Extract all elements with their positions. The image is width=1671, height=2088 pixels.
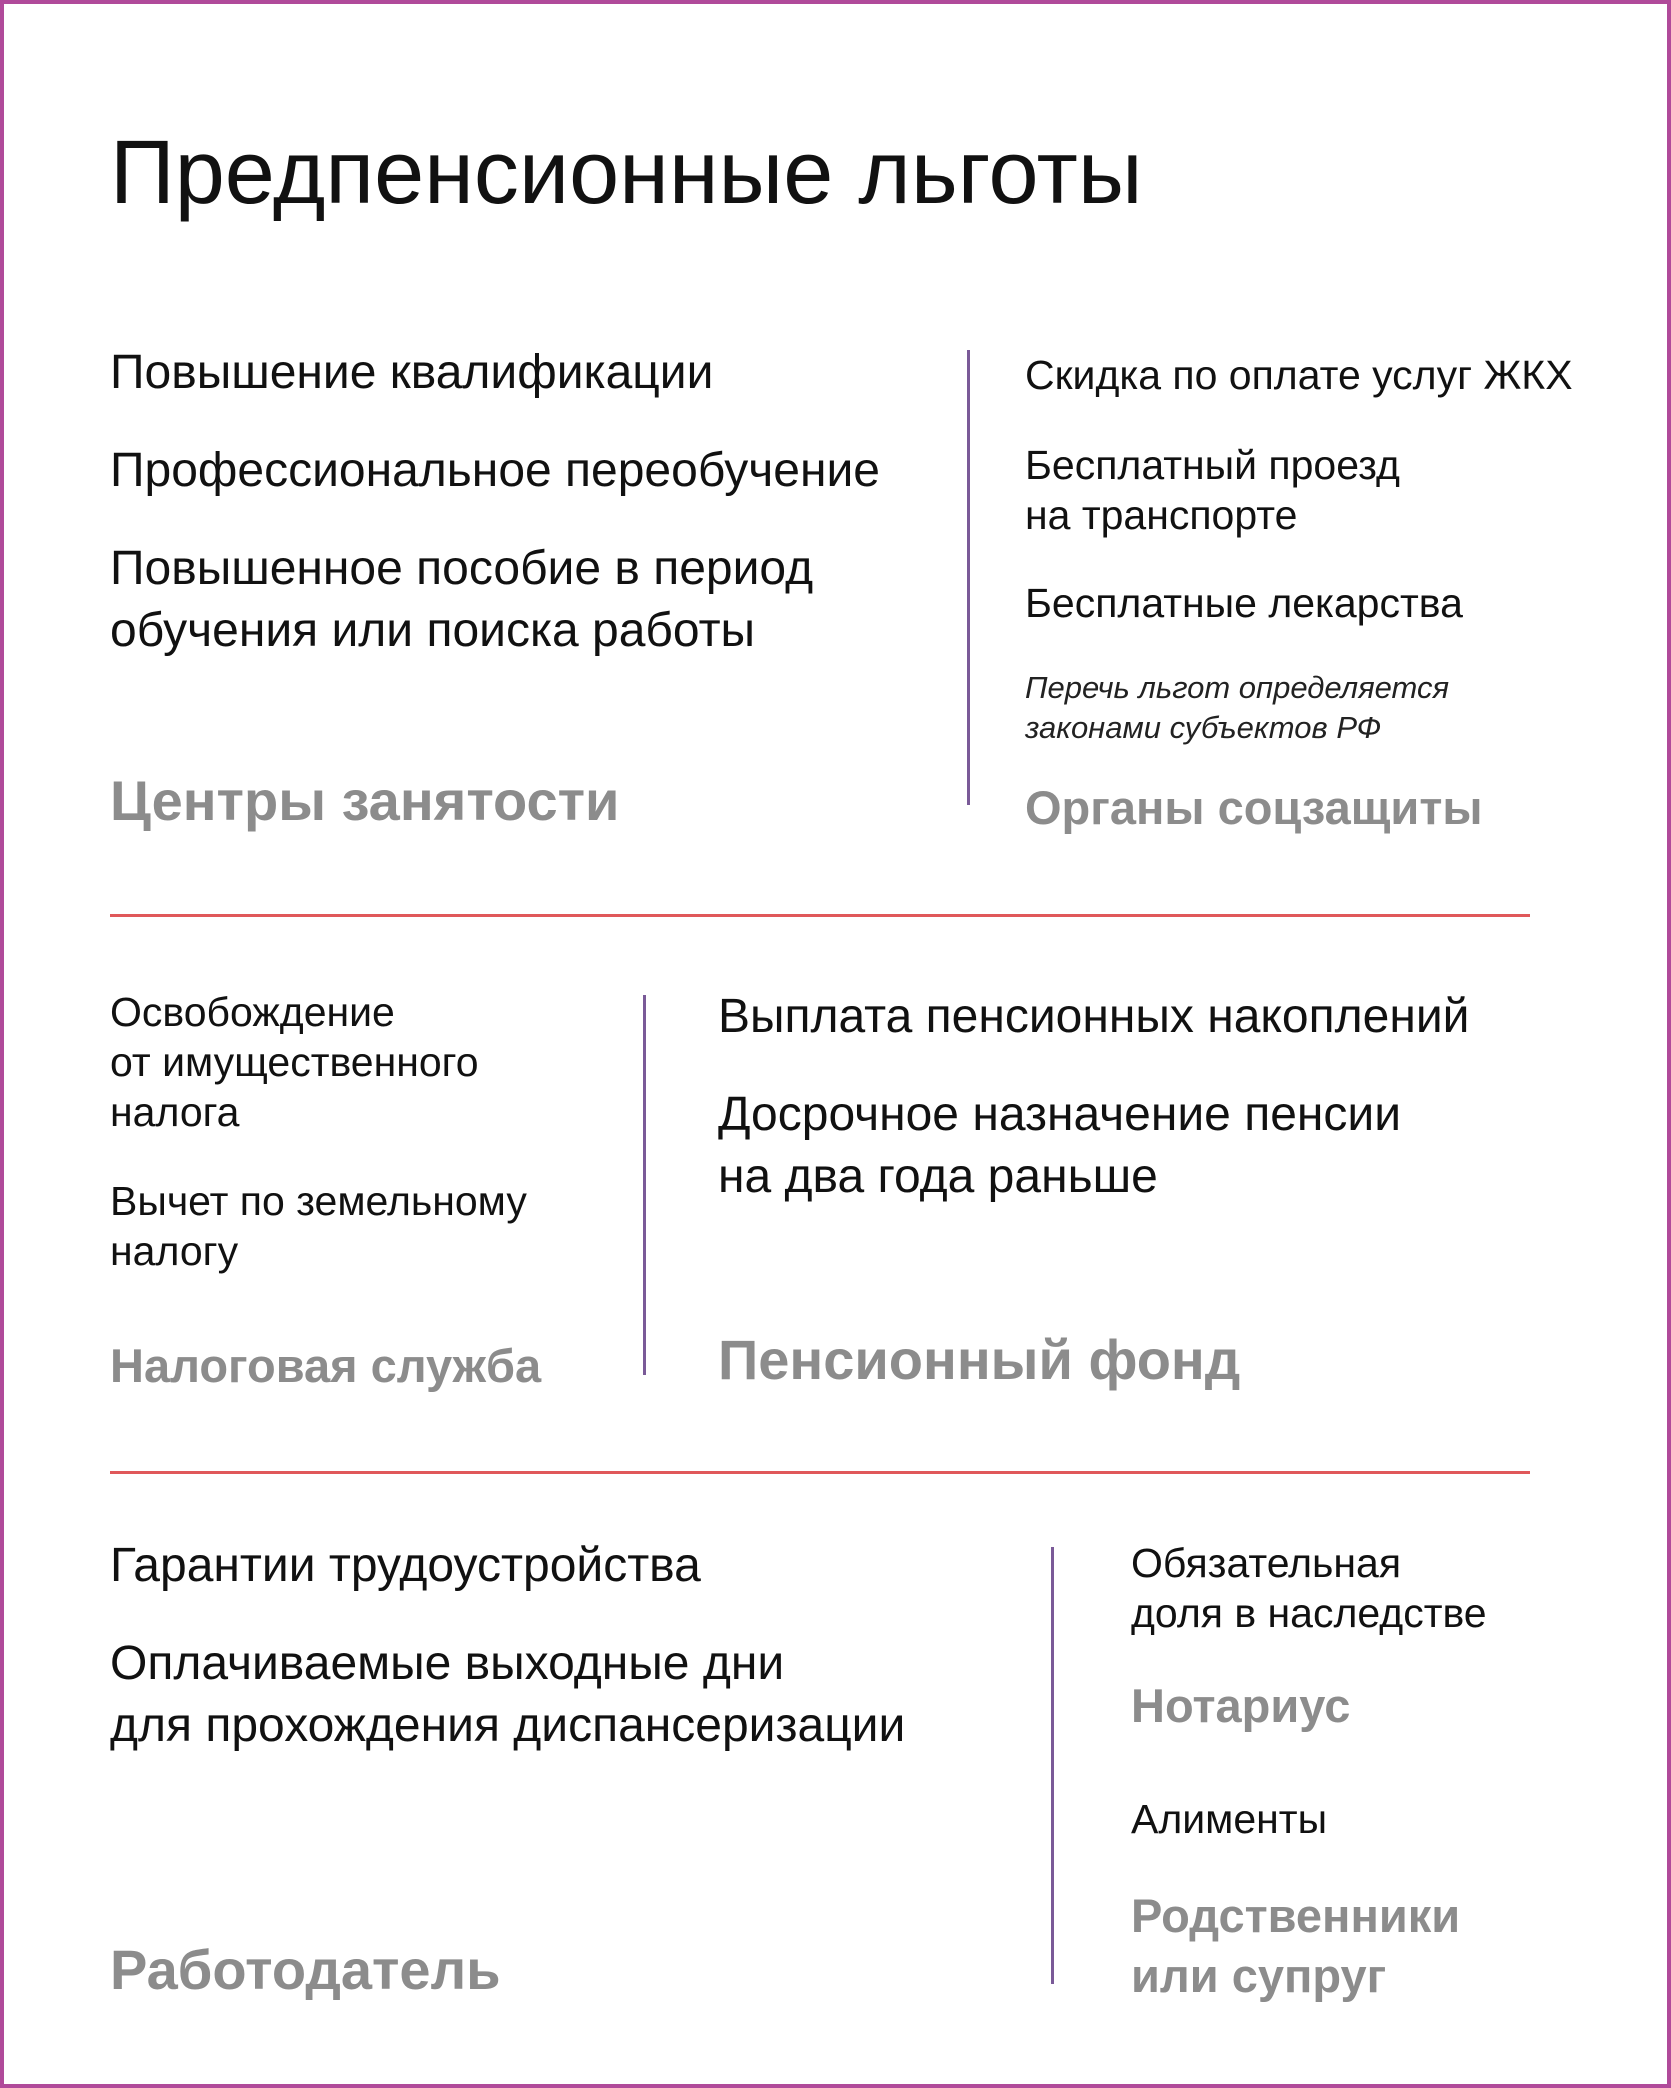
- benefit-item: Выплата пенсионных накоплений: [718, 990, 1470, 1043]
- benefit-item: Оплачиваемые выходные дни для прохождения диспансеризации: [110, 1637, 906, 1752]
- agency-label: Центры занятости: [110, 769, 620, 832]
- agency-label: Органы соцзащиты: [1025, 781, 1483, 834]
- agency-label: Родственники или супруг: [1131, 1889, 1461, 2002]
- benefit-item: Бесплатный проезд на транспорте: [1025, 442, 1400, 538]
- benefit-item: Вычет по земельному налогу: [110, 1178, 527, 1274]
- page-title: Предпенсионные льготы: [110, 123, 1143, 223]
- agency-label: Нотариус: [1131, 1679, 1351, 1732]
- benefit-item: Освобождение от имущественного налога: [110, 989, 479, 1135]
- section-divider: [110, 1471, 1530, 1474]
- benefit-item: Гарантии трудоустройства: [110, 1539, 701, 1592]
- vertical-divider: [643, 995, 646, 1375]
- section-divider: [110, 914, 1530, 917]
- benefit-item: Алименты: [1131, 1796, 1328, 1842]
- benefit-item: Бесплатные лекарства: [1025, 580, 1463, 626]
- benefit-item: Досрочное назначение пенсии на два года раньше: [718, 1088, 1402, 1203]
- agency-label: Работодатель: [110, 1938, 501, 2001]
- benefit-item: Обязательная доля в наследстве: [1131, 1540, 1487, 1636]
- agency-label: Пенсионный фонд: [718, 1328, 1241, 1391]
- benefit-item: Повышение квалификации: [110, 346, 714, 399]
- agency-label: Налоговая служба: [110, 1339, 542, 1392]
- vertical-divider: [1051, 1547, 1054, 1984]
- vertical-divider: [967, 350, 970, 805]
- benefit-item: Профессиональное переобучение: [110, 444, 880, 497]
- benefit-item: Повышенное пособие в период обучения или поиска работы: [110, 542, 814, 657]
- footnote: Перечь льгот определяется законами субъектов РФ: [1025, 670, 1450, 745]
- benefit-item: Скидка по оплате услуг ЖКХ: [1025, 352, 1573, 398]
